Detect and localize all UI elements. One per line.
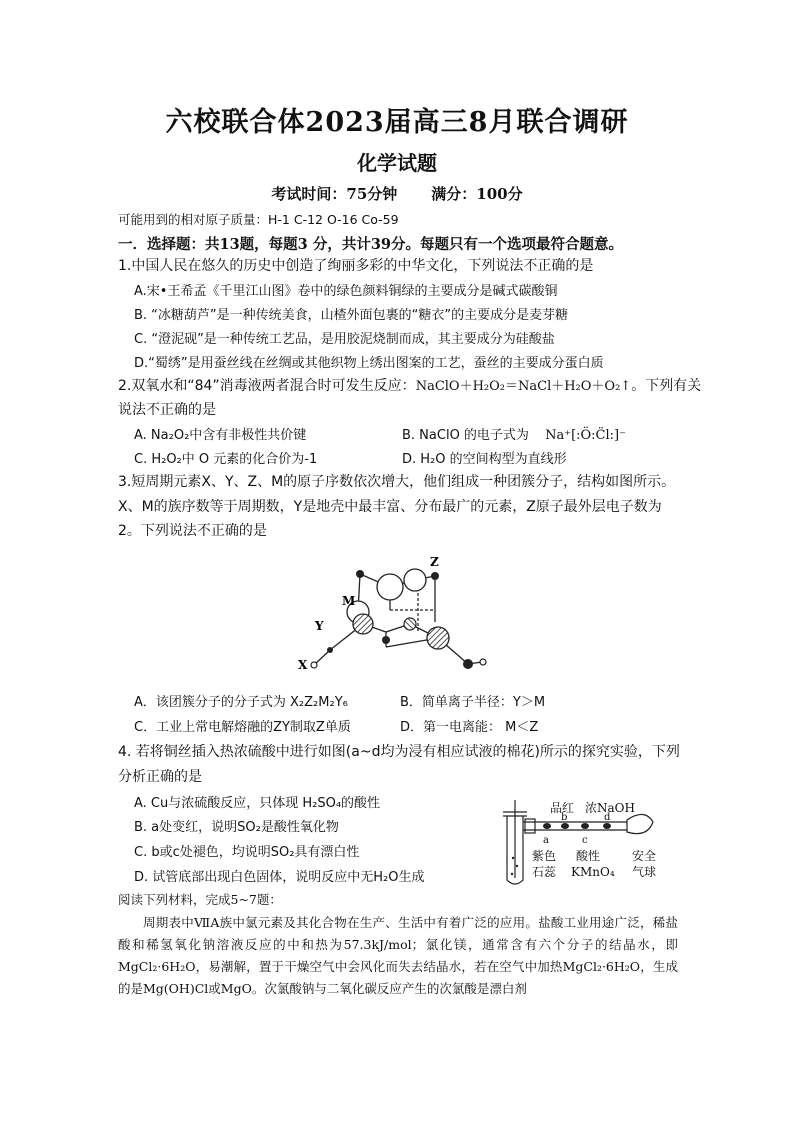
- label-a: a: [543, 835, 549, 846]
- section-heading: 一．选择题：共13题，每题3 分，共计39分。每题只有一个选项最符合题意。: [118, 236, 623, 253]
- cluster-molecule-diagram: [290, 552, 510, 677]
- q2-reaction: NaClO＋H₂O₂＝NaCl＋H₂O＋O₂↑: [415, 379, 632, 394]
- atom-small-right: [463, 659, 473, 669]
- label-b: b: [561, 812, 568, 823]
- atomic-masses: 可能用到的相对原子质量：H-1 C-12 O-16 Co-59: [118, 212, 399, 227]
- q2-option-d: D. H₂O 的空间构型为直线形: [402, 452, 567, 467]
- q2-option-b-text: B. NaClO 的电子式为: [402, 428, 529, 443]
- label-suanxing: 酸性: [576, 849, 601, 863]
- q4-line2: 分析正确的是: [118, 769, 202, 785]
- atom-hatched-small: [404, 618, 416, 630]
- label-x: X: [298, 658, 308, 672]
- q4-option-a: A. Cu与浓硫酸反应，只体现 H₂SO₄的酸性: [134, 796, 381, 811]
- atom-x-right: [480, 659, 486, 665]
- reading-intro: 阅读下列材料，完成5~7题：: [118, 892, 282, 907]
- q2-stem: [118, 375, 701, 395]
- q1-option-b: B. “冰糖葫芦”是一种传统美食，山楂外面包裹的“糖衣”的主要成分是麦芽糖: [134, 308, 569, 323]
- label-c: c: [582, 835, 588, 846]
- q4-line1: 4. 若将铜丝插入热浓硫酸中进行如图(a~d均为浸有相应试液的棉花)所示的探究实验，下列: [118, 744, 680, 760]
- q4-option-c: C. b或c处褪色，均说明SO₂具有漂白性: [134, 845, 360, 860]
- label-kmno4: KMnO₄: [571, 865, 615, 879]
- q3-line2: X、M的族序数等于周期数，Y是地壳中最丰富、分布最广的元素，Z原子最外层电子数为: [118, 499, 662, 515]
- q2-stem-pre: 2.双氧水和“84”消毒液两者混合时可发生反应：: [118, 378, 416, 394]
- label-y: Y: [315, 619, 324, 633]
- q3-option-b: B．简单离子半径：Y＞M: [400, 695, 546, 710]
- subject-title: 化学试题: [357, 151, 437, 175]
- q3-line3: 2。下列说法不正确的是: [118, 523, 267, 539]
- q1-option-d: D.“蜀绣”是用蚕丝线在丝绸或其他织物上绣出图案的工艺，蚕丝的主要成分蛋白质: [134, 356, 604, 371]
- q2-option-a: A. Na₂O₂中含有非极性共价键: [134, 428, 307, 443]
- label-naoh: 浓NaOH: [585, 801, 635, 815]
- q3-option-a: A．该团簇分子的分子式为 X₂Z₂M₂Y₆: [134, 695, 348, 710]
- q3-option-d: D．第一电离能： M＜Z: [400, 720, 539, 735]
- atom-x: [311, 662, 317, 668]
- atom-hatched-y1: [353, 614, 373, 634]
- q2-option-c: C. H₂O₂中 O 元素的化合价为-1: [134, 452, 318, 467]
- q2-stem-line2: 说法不正确的是: [118, 402, 216, 418]
- q2-option-b: [402, 424, 626, 443]
- exam-time: 考试时间：75分钟: [271, 185, 398, 203]
- label-pinhong: 品红: [550, 801, 575, 815]
- label-qiqiu: 气球: [632, 865, 657, 879]
- label-anquan: 安全: [632, 849, 657, 863]
- exam-title: 六校联合体2023届高三8月联合调研: [165, 107, 629, 138]
- q2-stem-post: 。下列有关: [631, 378, 702, 394]
- q1-option-c: C. “澄泥砚”是一种传统工艺品，是用胶泥烧制而成，其主要成分为硅酸盐: [134, 332, 555, 347]
- atom-y: [327, 647, 333, 653]
- atom-large-z1: [377, 574, 403, 600]
- label-z: Z: [430, 555, 439, 569]
- atom-hatched-y2: [427, 627, 449, 649]
- exam-info: [0, 183, 794, 204]
- label-shirui: 石蕊: [532, 865, 557, 879]
- label-d: d: [604, 812, 611, 823]
- label-m: M: [342, 594, 356, 608]
- reading-paragraph: 周期表中ⅦA族中氯元素及其化合物在生产、生活中有着广泛的应用。盐酸工业用途广泛，稀盐酸和稀氢氧化钠溶液反应的中和热为57.3kJ/mol；氯化镁，通常含有六个分子的结晶水，即MgCl₂·6H₂O，易潮解，置于干燥空气中会风化而失去结晶水，若在空气中加热MgCl₂·6H₂O，生成的是Mg(OH)Cl或MgO。次氯酸钠与二氧化碳反应产生的次氯酸是漂白剂: [118, 915, 678, 996]
- full-score: 满分：100分: [431, 185, 523, 203]
- q3-option-c: C．工业上常电解熔融的ZY制取Z单质: [134, 720, 351, 735]
- q4-option-b: B. a处变红，说明SO₂是酸性氧化物: [134, 820, 339, 835]
- atom-small-center: [382, 636, 390, 644]
- label-zise: 紫色: [532, 849, 557, 863]
- q2-nacio-electron-formula: Na⁺[:Ö:C̈l:]⁻: [545, 428, 626, 443]
- q1-stem: 1.中国人民在悠久的历史中创造了绚丽多彩的中华文化，下列说法不正确的是: [118, 258, 594, 274]
- atom-small-top: [356, 570, 364, 578]
- q4-option-d: D. 试管底部出现白色固体，说明反应中无H₂O生成: [134, 870, 425, 885]
- atom-small-z: [431, 572, 439, 580]
- q3-line1: 3.短周期元素X、Y、Z、M的原子序数依次增大，他们组成一种团簇分子，结构如图所示。: [118, 474, 676, 490]
- atom-large-z2: [404, 569, 426, 591]
- apparatus-diagram: [495, 798, 695, 890]
- q1-option-a: A.宋•王希孟《千里江山图》卷中的绿色颜料铜绿的主要成分是碱式碳酸铜: [134, 284, 558, 299]
